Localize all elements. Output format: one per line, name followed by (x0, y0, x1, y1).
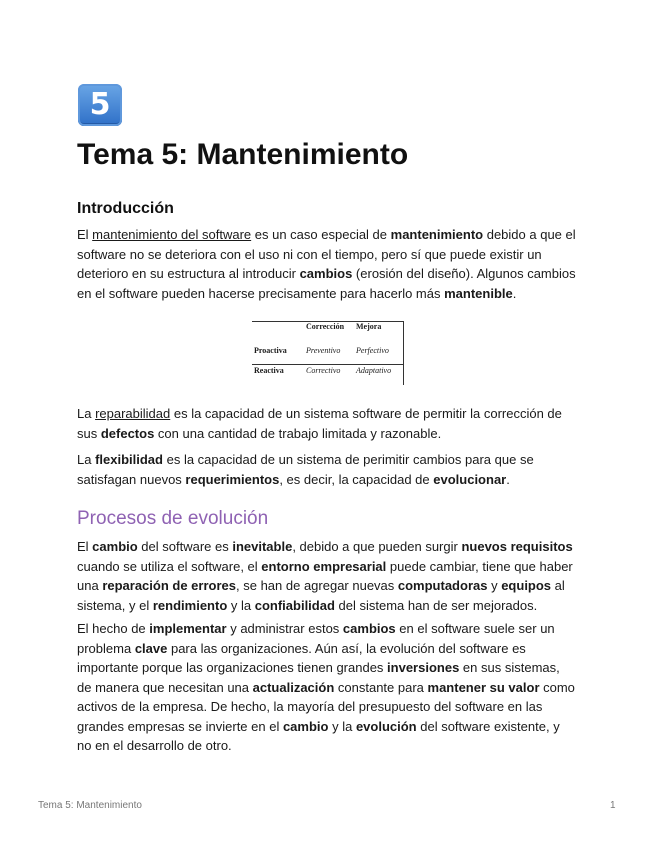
text-run: al sistema, y el (77, 578, 565, 613)
text-run: es la capacidad de un sistema de perimitir cambios para que se satisfagan nuevos (77, 452, 534, 487)
bold-term: entorno empresarial (261, 558, 387, 574)
text-run: . (512, 285, 517, 301)
table-cell-correctivo: Correctivo (306, 366, 341, 375)
bold-term: mantener su valor (427, 679, 540, 695)
text-run: es un caso especial de (251, 227, 391, 242)
text-run: La (77, 452, 96, 467)
footer-page-number: 1 (610, 800, 616, 811)
text-run: . (506, 471, 510, 487)
bold-term: inevitable (232, 539, 293, 554)
text-run: , es decir, la capacidad de (279, 471, 434, 487)
text-run: y (487, 578, 502, 593)
bold-term: rendimiento (152, 597, 228, 613)
bold-term: evolucionar (433, 471, 507, 487)
text-run: El (77, 227, 93, 242)
maintenance-types-table (252, 318, 404, 386)
table-row-header-reactiva: Reactiva (254, 366, 284, 375)
reparabilidad-paragraph (77, 404, 577, 443)
text-run: y la (227, 597, 255, 613)
underlined-term: reparabilidad (95, 406, 171, 421)
table-col-header-mejora: Mejora (356, 322, 382, 331)
text-run: como activos de la empresa. De hecho, la mayoría del presupuesto del software en las grandes empresas se invierte en el (77, 679, 575, 734)
bold-term: mantenible (444, 285, 513, 301)
bold-term: clave (134, 640, 168, 656)
table-cell-preventivo: Preventivo (306, 346, 341, 355)
bold-term: cambio (92, 539, 138, 554)
text-run: constante para (334, 679, 428, 695)
footer-title: Tema 5: Mantenimiento (38, 800, 142, 811)
text-run: del software es (137, 539, 233, 554)
underlined-term: mantenimiento del software (92, 227, 252, 242)
text-run: del sistema han de ser mejorados. (334, 597, 538, 613)
table-row-header-proactiva: Proactiva (254, 346, 287, 355)
text-run: en el software suele ser un problema (77, 621, 555, 656)
bold-term: nuevos requisitos (461, 539, 573, 554)
table-mid-rule (252, 364, 404, 365)
text-run: cuando se utiliza el software, el (77, 558, 262, 574)
section-heading-introduccion: Introducción (77, 200, 174, 217)
page-title: Tema 5: Mantenimiento (77, 138, 409, 171)
intro-paragraph (77, 225, 577, 303)
text-run: en sus sistemas, de manera que necesitan una (77, 660, 560, 695)
bold-term: evolución (355, 718, 417, 734)
text-run: La (77, 406, 96, 421)
evolution-paragraph-1 (77, 537, 577, 615)
bold-term: defectos (100, 425, 155, 441)
bold-term: cambios (342, 621, 396, 636)
table-col-header-correccion: Corrección (306, 322, 345, 331)
text-run: debido a que el software no se deteriora con el uso ni con el tiempo, pero sí que puede existir un deterioro en su estructura al introducir (77, 227, 576, 281)
bold-term: requerimientos (185, 471, 280, 487)
bold-term: equipos (501, 578, 552, 593)
number-five-icon: 5 (78, 84, 122, 126)
text-run: es la capacidad de un sistema software de permitir la corrección de sus (77, 406, 562, 441)
text-run: puede cambiar, tiene que haber una (77, 558, 573, 593)
flexibilidad-paragraph (77, 450, 577, 489)
text-run: con una cantidad de trabajo limitada y razonable. (154, 425, 442, 441)
text-run: para las organizaciones. Aún así, la evolución del software es importante porque las organizaciones tienen grandes (77, 640, 526, 675)
text-run: y administrar estos (226, 621, 343, 636)
bold-term: actualización (252, 679, 335, 695)
bold-term: mantenimiento (390, 227, 484, 242)
bold-term: inversiones (387, 660, 460, 675)
table-cell-adaptativo: Adaptativo (356, 366, 392, 375)
bold-term: confiabilidad (254, 597, 335, 613)
text-run: El (77, 539, 93, 554)
table-cell-perfectivo: Perfectivo (356, 346, 389, 355)
text-run: , debido a que pueden surgir (292, 539, 462, 554)
text-run: y la (328, 718, 356, 734)
table-right-rule (403, 321, 404, 385)
bold-term: flexibilidad (95, 452, 163, 467)
bold-term: cambio (282, 718, 329, 734)
bold-term: reparación de errores (102, 578, 236, 593)
bold-term: implementar (149, 621, 227, 636)
text-run: del software existente, y no en el desarrollo de otro. (77, 718, 560, 753)
text-run: El hecho de (77, 621, 150, 636)
text-run: , se han de agregar nuevas (236, 578, 398, 593)
evolution-paragraph-2 (77, 619, 577, 756)
text-run: (erosión del diseño). Algunos cambios en el software pueden hacerse precisamente para hacerlo más (77, 266, 576, 301)
section-heading-procesos-evolucion: Procesos de evolución (77, 508, 269, 529)
bold-term: computadoras (397, 578, 488, 593)
bold-term: cambios (299, 266, 353, 281)
